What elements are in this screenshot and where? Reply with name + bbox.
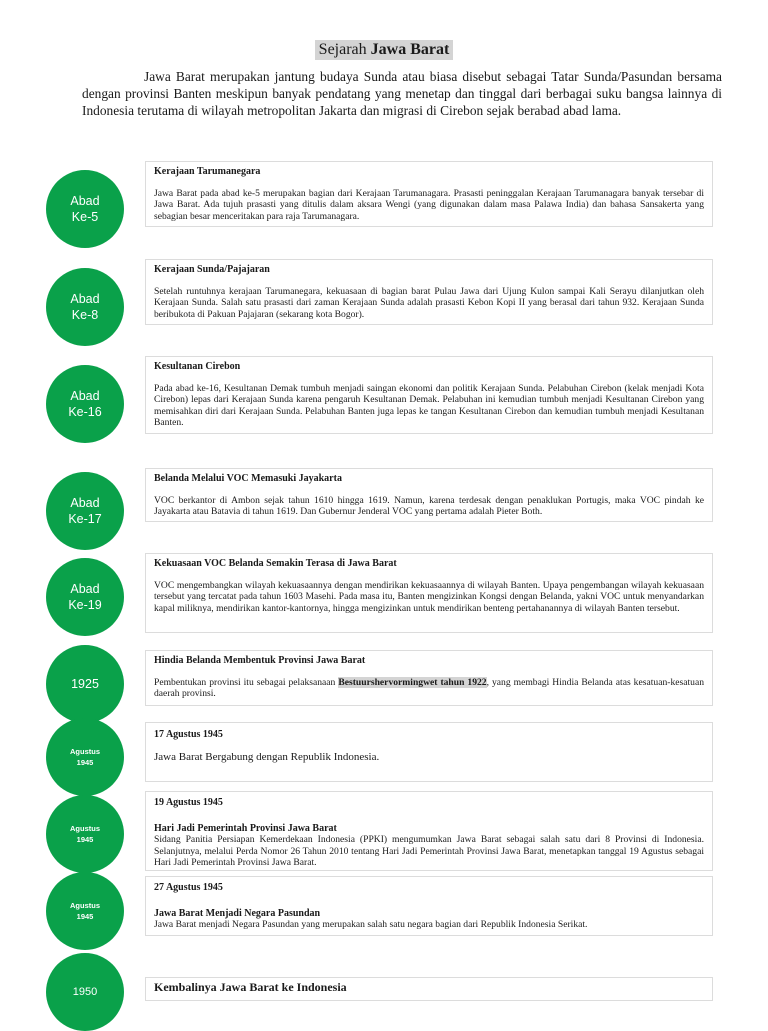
event-text: Setelah runtuhnya kerajaan Tarumanegara, kekuasaan di bagian barat Pulau Jawa dari Ujung Kulon sampai Kali Serayu dilanjutkan oleh Kerajaan Sunda. Salah satu prasasti dari zaman Kerajaan Sunda adalah prasasti Kebon Kopi II yang berasal dari tahun 932. Kerajaan Sunda beribukota di Pakuan Pajajaran (sekarang kota Bogor). [154,285,704,320]
circle-label: 1950 [72,986,98,998]
circle-label-top: Abad [70,194,100,208]
event-text: Sidang Panitia Persiapan Kemerdekaan Indonesia (PPKI) mengumumkan Jawa Barat sebagai salah satu dari 8 Provinsi di Indonesia. Selanjutnya, melalui Perda Nomor 26 Tahun 2010 tentang Hari Jadi Pemerintah Provinsi Jawa Barat, menetapkan tanggal 19 Agustus sebagai Hari Jadi Pemerintah Provinsi Jawa Barat. [154,834,704,868]
timeline-event-card [145,977,713,1001]
title-prefix: Sejarah [318,41,371,58]
event-text: Jawa Barat menjadi Negara Pasundan yang merupakan salah satu negara bagian dari Republik Indonesia Serikat. [154,919,588,930]
timeline-event-card [145,356,713,434]
timeline-event-card [145,722,713,782]
circle-label-bottom: 1945 [76,758,94,767]
timeline-event-card [145,876,713,936]
timeline-event-card [145,161,713,227]
event-text: VOC berkantor di Ambon sejak tahun 1610 hingga 1619. Namun, karena terdesak dengan penaklukan Portugis, maka VOC pindah ke Jayakarta atau Batavia di tahun 1619. Dan Gubernur Jenderal VOC yang pertama adalah Pieter Both. [154,494,704,517]
title-main: Jawa Barat [370,41,450,58]
circle-label-top: Agustus [70,824,100,833]
event-subtitle: Jawa Barat Menjadi Negara Pasundan [154,907,321,919]
circle-label: 1925 [71,677,99,691]
event-text: VOC mengembangkan wilayah kekuasaannya dengan mendirikan kekuasaannya di wilayah Banten. Upaya pengembangan wilayah kekuasaan tersebut yang tercatat pada tahun 1603 Masehi. Pada masa itu, Banten mengizinkan Kongsi dengan Belanda, yakni VOC untuk menyandarkan kapal miliknya, mendirikan kantor-kantornya, hingga mengizinkan untuk mendirikan benteng pertahanannya di wilayah Banten tersebut. [154,579,704,614]
circle-label-bottom: Ke-17 [68,512,102,526]
event-title: Belanda Melalui VOC Memasuki Jayakarta [154,473,342,484]
event-title: Kembalinya Jawa Barat ke Indonesia [154,980,347,994]
event-text-after: , yang membagi Hindia Belanda atas kesatuan-kesatuan daerah provinsi. [154,676,705,699]
event-text [154,677,704,700]
event-text: Pada abad ke-16, Kesultanan Demak tumbuh menjadi saingan ekonomi dan politik Kerajaan Sunda. Pelabuhan Cirebon (kelak menjadi Kota Cirebon) lepas dari Kerajaan Sunda karena pengaruh Kesultanan Demak. Pelabuhan ini kemudian tumbuh menjadi Kesultanan Cirebon yang memisahkan diri dari Kerajaan Sunda. Pelabuhan Banten juga lepas ke tangan Kesultanan Cirebon dan kemudian tumbuh menjadi Kesultanan Banten. [154,382,704,428]
event-title: Kerajaan Tarumanegara [154,166,261,177]
timeline-event-card [145,650,713,706]
circle-label-bottom: Ke-16 [68,405,102,419]
timeline-circle-1925 [46,645,124,723]
timeline-circle-abad-ke-5 [46,170,124,248]
event-title: 19 Agustus 1945 [154,797,223,808]
circle-label-top: Abad [70,582,100,596]
timeline-circle-abad-ke-8 [46,268,124,346]
timeline-circle-abad-ke-17 [46,472,124,550]
timeline-event-card [145,468,713,522]
page-title-text [315,40,454,60]
circle-label-bottom: 1945 [76,912,94,921]
event-title: Kesultanan Cirebon [154,361,241,372]
timeline-circle-agustus-1945 [46,872,124,950]
event-title: 17 Agustus 1945 [154,729,223,740]
event-text: Jawa Barat Bergabung dengan Republik Indonesia. [154,750,380,763]
timeline-circle-1950 [46,953,124,1031]
circle-label-top: Agustus [70,901,100,910]
timeline-circle-abad-ke-16 [46,365,124,443]
event-subtitle: Hari Jadi Pemerintah Provinsi Jawa Barat [154,822,337,834]
circle-label-top: Abad [70,292,100,306]
timeline-circle-abad-ke-19 [46,558,124,636]
event-title: Kekuasaan VOC Belanda Semakin Terasa di Jawa Barat [154,558,397,569]
event-text-before: Pembentukan provinsi itu sebagai pelaksanaan [154,676,339,688]
circle-label-bottom: Ke-19 [68,598,102,612]
event-title: Hindia Belanda Membentuk Provinsi Jawa Barat [154,655,366,666]
circle-label-top: Agustus [70,747,100,756]
event-title: Kerajaan Sunda/Pajajaran [154,264,270,275]
timeline-circle-agustus-1945 [46,795,124,873]
timeline-event-card [145,259,713,325]
circle-label-bottom: Ke-8 [71,308,99,322]
circle-label-top: Abad [70,496,100,510]
circle-label-bottom: Ke-5 [71,210,99,224]
intro-paragraph: Jawa Barat merupakan jantung budaya Sunda atau biasa disebut sebagai Tatar Sunda/Pasundan bersama dengan provinsi Banten meskipun banyak pendatang yang menetap dan tinggal dari berbagai suku bangsa lainnya di Indonesia terutama di wilayah metropolitan Jakarta dan migrasi di Cirebon sejak berabad abad lama. [82,69,722,118]
page-title [0,40,768,60]
event-text-highlight: Bestuurshervormingwet tahun 1922 [338,676,487,688]
timeline-event-card [145,553,713,633]
timeline-event-card [145,791,713,871]
timeline-circle-agustus-1945 [46,718,124,796]
circle-label-bottom: 1945 [76,835,94,844]
event-text: Jawa Barat pada abad ke-5 merupakan bagian dari Kerajaan Tarumanagara. Prasasti peninggalan Kerajaan Tarumanagara banyak tersebar di Jawa Barat. Ada tujuh prasasti yang ditulis dalam aksara Wengi (yang digunakan dalam masa Palawa India) dan bahasa Sansakerta yang sebagian besar menceritakan para raja Tarumanagara. [154,187,704,222]
circle-label-top: Abad [70,389,100,403]
event-title: 27 Agustus 1945 [154,882,223,893]
